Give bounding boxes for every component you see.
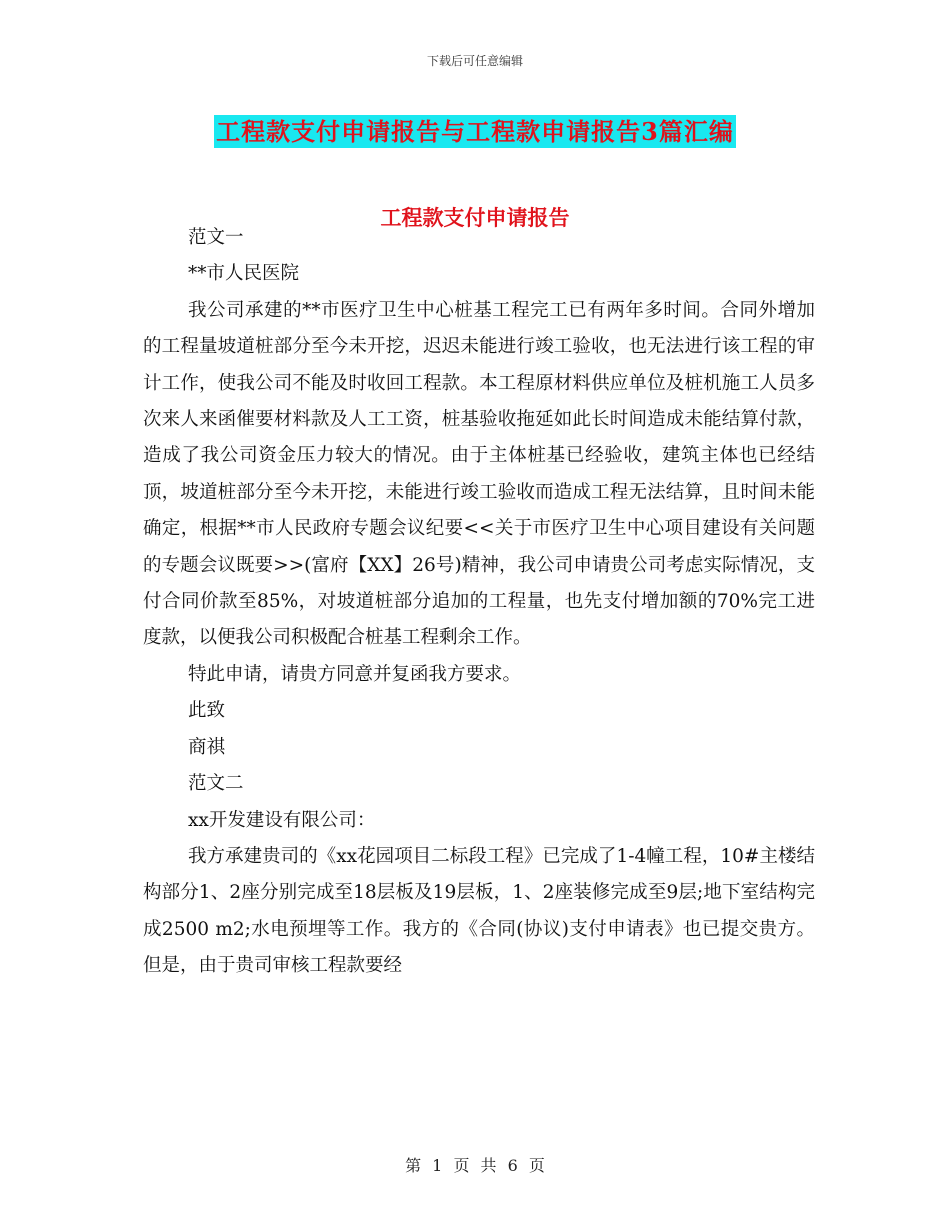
- document-title: [0, 112, 950, 147]
- paragraph: 范文二: [188, 773, 244, 795]
- paragraph: xx开发建设有限公司：: [188, 809, 376, 831]
- paragraph: 商祺: [188, 736, 226, 758]
- paragraph: 我方承建贵司的《xx花园项目二标段工程》已完成了1-4幢工程，10#主楼结构部分1、2座分别完成至18层板及19层板，1、2座装修完成至9层;地下室结构完成2500 m2;水电预埋等工作。我方的《合同(协议)支付申请表》也已提交贵方。但是，由于贵司审核工程款要经: [143, 845, 815, 977]
- page-header-note: 下载后可任意编辑: [426, 54, 523, 68]
- paragraph: **市人民医院: [188, 263, 300, 285]
- document-title-text: 工程款支付申请报告与工程款申请报告3篇汇编: [216, 117, 734, 146]
- paragraph: 此致: [188, 700, 226, 722]
- document-body: [143, 220, 815, 985]
- paragraph: 我公司承建的**市医疗卫生中心桩基工程完工已有两年多时间。合同外增加的工程量坡道桩部分至今未开挖，迟迟未能进行竣工验收，也无法进行该工程的审计工作，使我公司不能及时收回工程款。本工程原材料供应单位及桩机施工人员多次来人来函催要材料款及人工工资，桩基验收拖延如此长时间造成未能结算付款，造成了我公司资金压力较大的情况。由于主体桩基已经验收，建筑主体也已经结顶，坡道桩部分至今未开挖，未能进行竣工验收而造成工程无法结算，且时间未能确定，根据**市人民政府专题会议纪要<<关于市医疗卫生中心项目建设有关问题的专题会议既要>>(富府【XX】26号)精神，我公司申请贵公司考虑实际情况，支付合同价款至85%，对坡道桩部分追加的工程量，也先支付增加额的70%完工进度款，以便我公司积极配合桩基工程剩余工作。: [143, 299, 815, 649]
- paragraph: 范文一: [188, 227, 244, 248]
- page-footer: 第 1 页 共 6 页: [405, 1156, 545, 1175]
- section-title: 工程款支付申请报告: [380, 205, 570, 230]
- paragraph: 特此申请，请贵方同意并复函我方要求。: [188, 663, 522, 685]
